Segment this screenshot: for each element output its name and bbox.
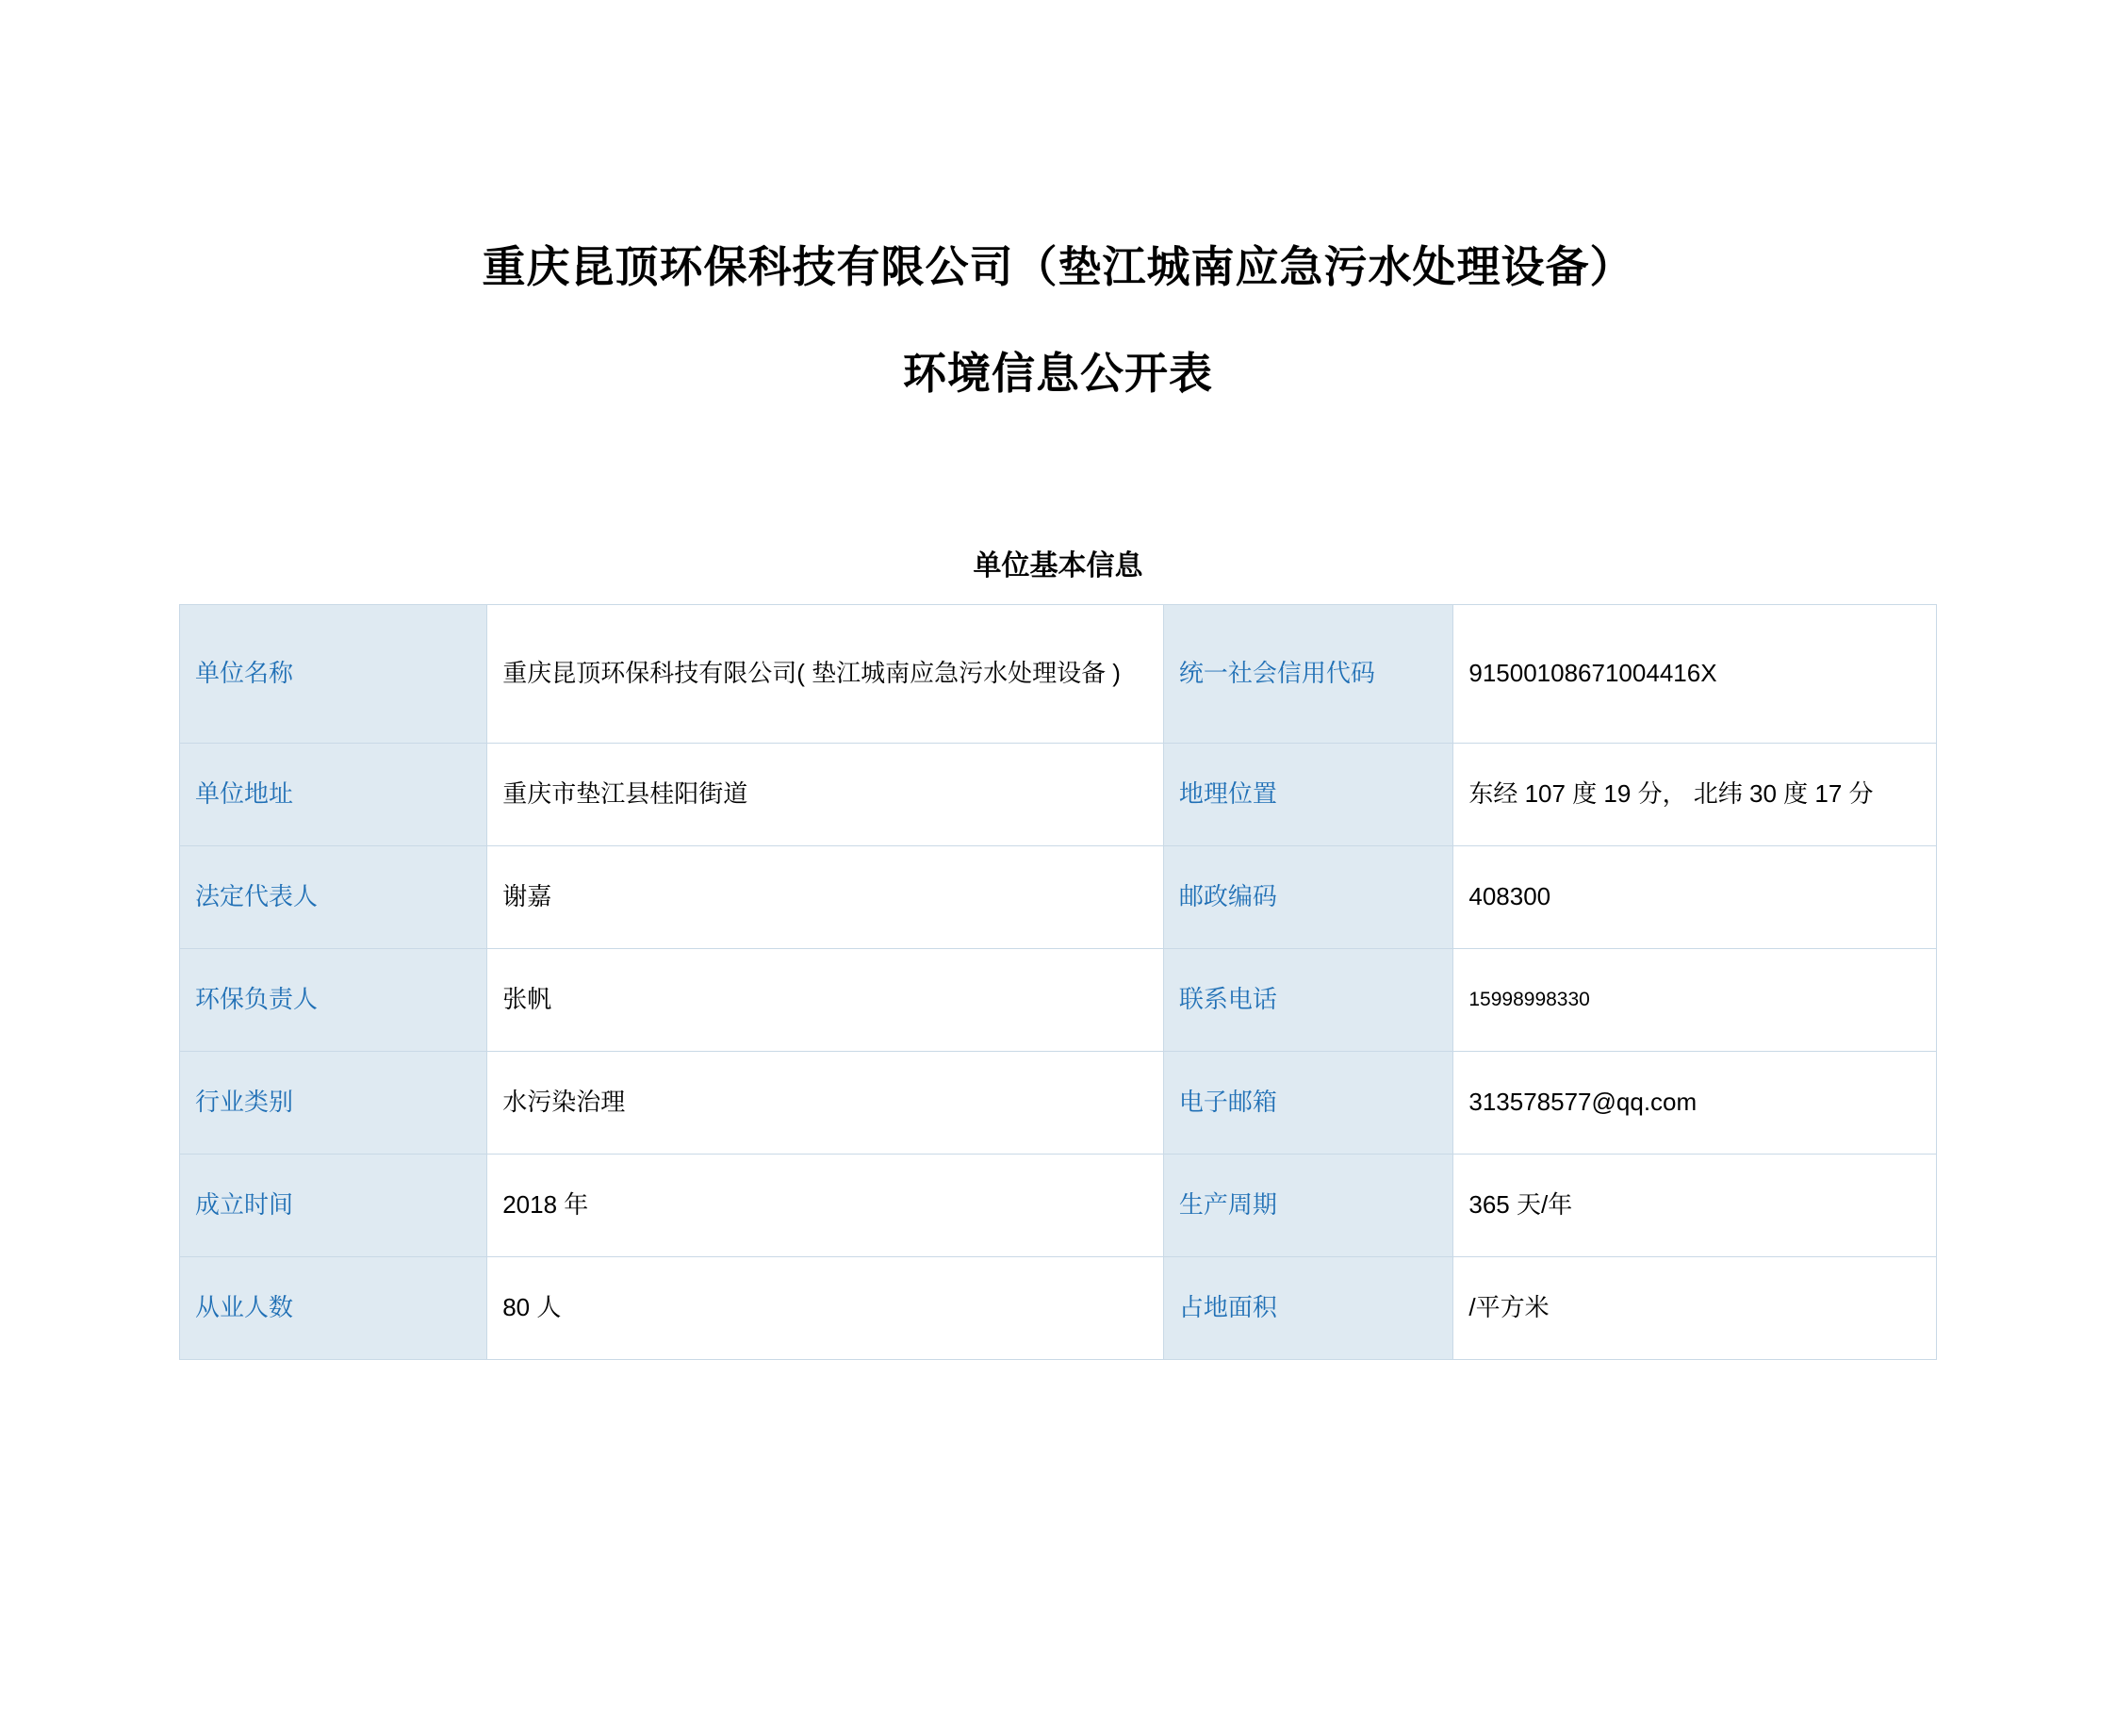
row-value-postal-code: 408300 [1453, 846, 1937, 949]
table-row [180, 1257, 1937, 1360]
table-row [180, 605, 1937, 744]
row-label-credit-code: 统一社会信用代码 [1163, 605, 1453, 744]
row-value-phone: 15998998330 [1453, 949, 1937, 1052]
basic-info-table [179, 604, 1937, 1360]
table-row [180, 846, 1937, 949]
row-value-geo-location: 东经 107 度 19 分， 北纬 30 度 17 分 [1453, 744, 1937, 846]
row-label-legal-representative: 法定代表人 [180, 846, 487, 949]
row-value-legal-representative: 谢嘉 [487, 846, 1164, 949]
row-label-phone: 联系电话 [1163, 949, 1453, 1052]
row-value-email: 313578577@qq.com [1453, 1052, 1937, 1155]
row-value-land-area: /平方米 [1453, 1257, 1937, 1360]
row-value-address: 重庆市垫江县桂阳街道 [487, 744, 1164, 846]
row-value-established-date: 2018 年 [487, 1155, 1164, 1257]
table-row [180, 949, 1937, 1052]
row-value-env-officer: 张帆 [487, 949, 1164, 1052]
document-page [0, 240, 2116, 1736]
section-heading: 单位基本信息 [973, 550, 1143, 581]
row-value-employee-count: 80 人 [487, 1257, 1164, 1360]
row-label-employee-count: 从业人数 [180, 1257, 487, 1360]
row-label-land-area: 占地面积 [1163, 1257, 1453, 1360]
document-title-line-1: 重庆昆顶环保科技有限公司（垫江城南应急污水处理设备） [482, 242, 1634, 291]
row-value-company-name: 重庆昆顶环保科技有限公司( 垫江城南应急污水处理设备 ) [487, 605, 1164, 744]
row-value-industry-category: 水污染治理 [487, 1052, 1164, 1155]
table-row [180, 744, 1937, 846]
document-title-line-2: 环境信息公开表 [903, 348, 1213, 398]
table-row [180, 1155, 1937, 1257]
row-label-established-date: 成立时间 [180, 1155, 487, 1257]
row-value-credit-code: 91500108671004416X [1453, 605, 1937, 744]
table-row [180, 1052, 1937, 1155]
row-label-address: 单位地址 [180, 744, 487, 846]
row-label-company-name: 单位名称 [180, 605, 487, 744]
row-value-production-cycle: 365 天/年 [1453, 1155, 1937, 1257]
row-label-email: 电子邮箱 [1163, 1052, 1453, 1155]
row-label-postal-code: 邮政编码 [1163, 846, 1453, 949]
row-label-geo-location: 地理位置 [1163, 744, 1453, 846]
row-label-env-officer: 环保负责人 [180, 949, 487, 1052]
row-label-industry-category: 行业类别 [180, 1052, 487, 1155]
row-label-production-cycle: 生产周期 [1163, 1155, 1453, 1257]
